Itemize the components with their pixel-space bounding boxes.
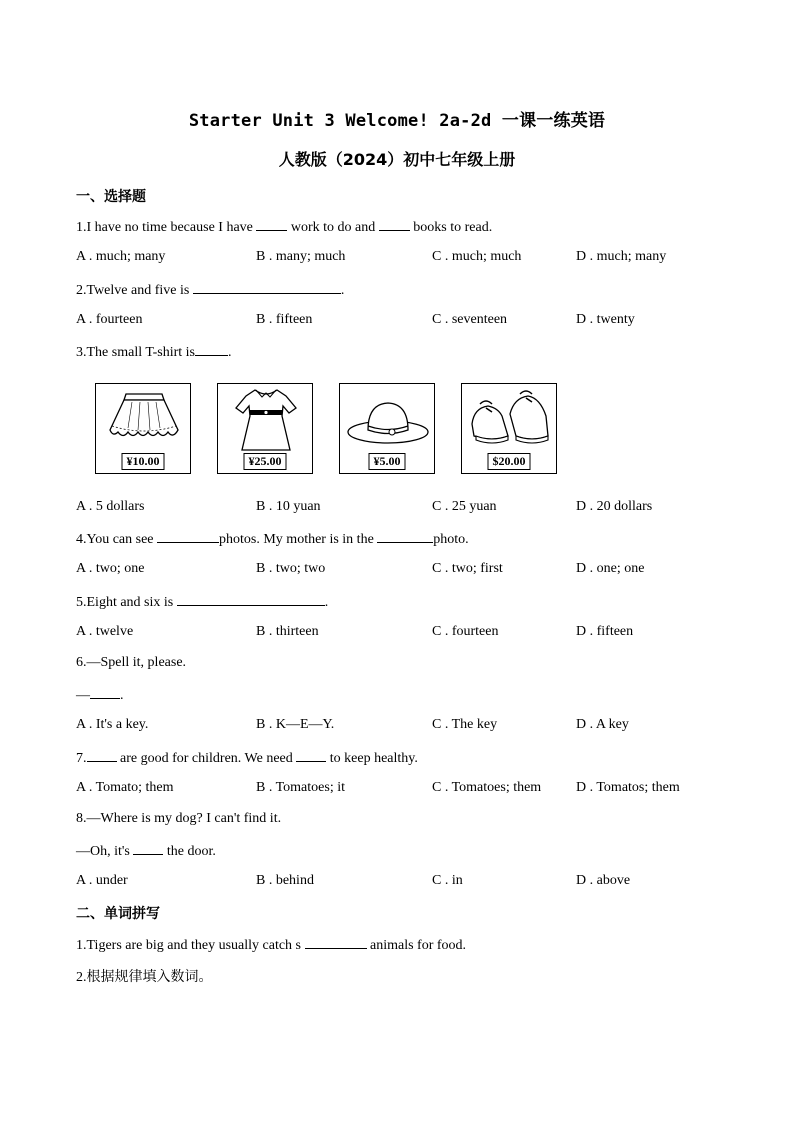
option-d[interactable]: D . A key	[576, 717, 629, 732]
answer-blank[interactable]	[133, 842, 163, 855]
question-3: 3.The small T-shirt is .	[76, 345, 232, 360]
option-a[interactable]: A . under	[76, 873, 128, 888]
answer-blank[interactable]	[305, 936, 367, 949]
option-c[interactable]: C . two; first	[432, 561, 503, 576]
hat-picture	[339, 383, 435, 474]
question-4: 4.You can see photos. My mother is in the photo.	[76, 532, 469, 547]
question-1: 1.I have no time because I have work to do and books to read.	[76, 220, 493, 235]
option-d[interactable]: D . one; one	[576, 561, 645, 576]
answer-blank[interactable]	[379, 218, 410, 231]
question-2: 2.Twelve and five is .	[76, 283, 345, 298]
answer-blank[interactable]	[157, 530, 219, 543]
answer-blank[interactable]	[90, 686, 120, 699]
option-c[interactable]: C . much; much	[432, 249, 522, 264]
option-b[interactable]: B . 10 yuan	[256, 499, 321, 514]
question-5: 5.Eight and six is .	[76, 595, 329, 610]
price-label: ¥25.00	[244, 453, 287, 470]
answer-blank[interactable]	[87, 749, 117, 762]
answer-blank[interactable]	[377, 530, 433, 543]
section-heading-choice: 一、选择题	[76, 189, 146, 205]
spelling-question-1: 1.Tigers are big and they usually catch s animals for food.	[76, 938, 467, 953]
option-a[interactable]: A . Tomato; them	[76, 780, 174, 795]
option-b[interactable]: B . thirteen	[256, 624, 319, 639]
option-d[interactable]: D . fifteen	[576, 624, 634, 639]
answer-blank[interactable]	[195, 343, 228, 356]
question-6-response: — .	[76, 688, 124, 703]
worksheet-subtitle: 人教版（2024）初中七年级上册	[278, 150, 516, 169]
option-b[interactable]: B . Tomatoes; it	[256, 780, 345, 795]
question-6: 6.—Spell it, please.	[76, 655, 187, 670]
answer-blank[interactable]	[177, 593, 325, 606]
option-b[interactable]: B . two; two	[256, 561, 326, 576]
option-d[interactable]: D . Tomatos; them	[576, 780, 680, 795]
option-a[interactable]: A . two; one	[76, 561, 145, 576]
spelling-question-2: 2.根据规律填入数词。	[76, 970, 213, 985]
answer-blank[interactable]	[296, 749, 326, 762]
option-c[interactable]: C . seventeen	[432, 312, 508, 327]
option-b[interactable]: B . many; much	[256, 249, 346, 264]
skirt-picture	[95, 383, 191, 474]
option-a[interactable]: A . much; many	[76, 249, 166, 264]
option-a[interactable]: A . fourteen	[76, 312, 143, 327]
option-d[interactable]: D . twenty	[576, 312, 635, 327]
question-7: 7. are good for children. We need to keep healthy.	[76, 751, 418, 766]
option-c[interactable]: C . fourteen	[432, 624, 499, 639]
option-a[interactable]: A . 5 dollars	[76, 499, 145, 514]
option-c[interactable]: C . The key	[432, 717, 498, 732]
option-c[interactable]: C . 25 yuan	[432, 499, 497, 514]
section-heading-spelling: 二、单词拼写	[76, 906, 160, 922]
worksheet-title: Starter Unit 3 Welcome! 2a-2d 一课一练英语	[188, 111, 606, 131]
option-d[interactable]: D . much; many	[576, 249, 667, 264]
answer-blank[interactable]	[193, 281, 341, 294]
price-label: ¥5.00	[369, 453, 406, 470]
option-c[interactable]: C . in	[432, 873, 463, 888]
shoes-picture	[461, 383, 557, 474]
price-pictures	[95, 383, 555, 476]
option-d[interactable]: D . 20 dollars	[576, 499, 653, 514]
price-label: ¥10.00	[122, 453, 165, 470]
question-8-response: —Oh, it's the door.	[76, 844, 216, 859]
dress-picture	[217, 383, 313, 474]
option-a[interactable]: A . It's a key.	[76, 717, 149, 732]
option-b[interactable]: B . K—E—Y.	[256, 717, 335, 732]
price-label: $20.00	[488, 453, 531, 470]
answer-blank[interactable]	[256, 218, 287, 231]
option-b[interactable]: B . behind	[256, 873, 314, 888]
question-8: 8.—Where is my dog? I can't find it.	[76, 811, 282, 826]
option-a[interactable]: A . twelve	[76, 624, 134, 639]
option-d[interactable]: D . above	[576, 873, 631, 888]
option-b[interactable]: B . fifteen	[256, 312, 313, 327]
option-c[interactable]: C . Tomatoes; them	[432, 780, 542, 795]
